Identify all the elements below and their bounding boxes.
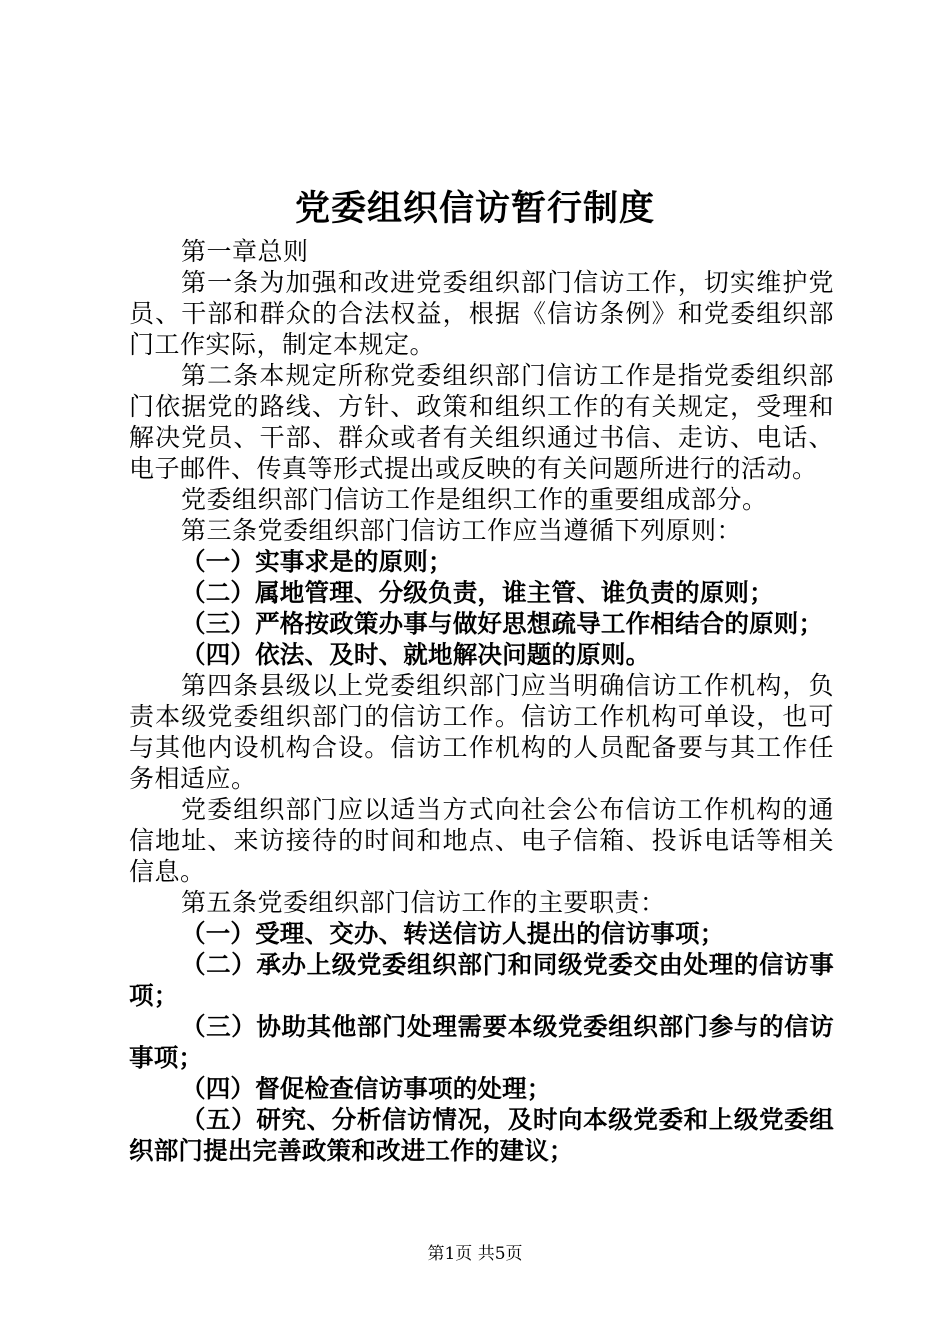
- duty-item: （一）受理、交办、转送信访人提出的信访事项；: [181, 919, 725, 948]
- page-number-footer: 第1页 共5页: [427, 1244, 523, 1264]
- principle-item: （一）实事求是的原则；: [181, 547, 453, 576]
- duty-item: （二）承办上级党委组织部门和同级党委交由处理的信访事项；: [129, 950, 834, 1010]
- document-body: [129, 236, 834, 1166]
- article-1: 第一条为加强和改进党委组织部门信访工作，切实维护党员、干部和群众的合法权益，根据《信访条例》和党委组织部门工作实际，制定本规定。: [129, 268, 834, 359]
- article-2-supplement: 党委组织部门信访工作是组织工作的重要组成部分。: [181, 485, 768, 514]
- principle-item: （二）属地管理、分级负责，谁主管、谁负责的原则；: [181, 578, 774, 607]
- duty-item: （四）督促检查信访事项的处理；: [181, 1074, 552, 1103]
- duty-item: （五）研究、分析信访情况，及时向本级党委和上级党委组织部门提出完善政策和改进工作的建议；: [129, 1105, 834, 1165]
- article-5: 第五条党委组织部门信访工作的主要职责：: [181, 888, 666, 917]
- document-title: 党委组织信访暂行制度: [294, 188, 655, 229]
- article-4-supplement: 党委组织部门应以适当方式向社会公布信访工作机构的通信地址、来访接待的时间和地点、电子信箱、投诉电话等相关信息。: [129, 795, 834, 886]
- chapter-heading: 第一章总则: [181, 237, 309, 266]
- duty-item: （三）协助其他部门处理需要本级党委组织部门参与的信访事项；: [129, 1012, 834, 1072]
- principle-item: （三）严格按政策办事与做好思想疏导工作相结合的原则；: [181, 609, 824, 638]
- article-2: 第二条本规定所称党委组织部门信访工作是指党委组织部门依据党的路线、方针、政策和组织工作的有关规定，受理和解决党员、干部、群众或者有关组织通过书信、走访、电话、电子邮件、传真等形式提出或反映的有关问题所进行的活动。: [129, 361, 834, 483]
- article-3: 第三条党委组织部门信访工作应当遵循下列原则：: [181, 516, 743, 545]
- principle-item: （四）依法、及时、就地解决问题的原则。: [181, 640, 651, 669]
- article-4: 第四条县级以上党委组织部门应当明确信访工作机构，负责本级党委组织部门的信访工作。信访工作机构可单设，也可与其他内设机构合设。信访工作机构的人员配备要与其工作任务相适应。: [129, 671, 834, 793]
